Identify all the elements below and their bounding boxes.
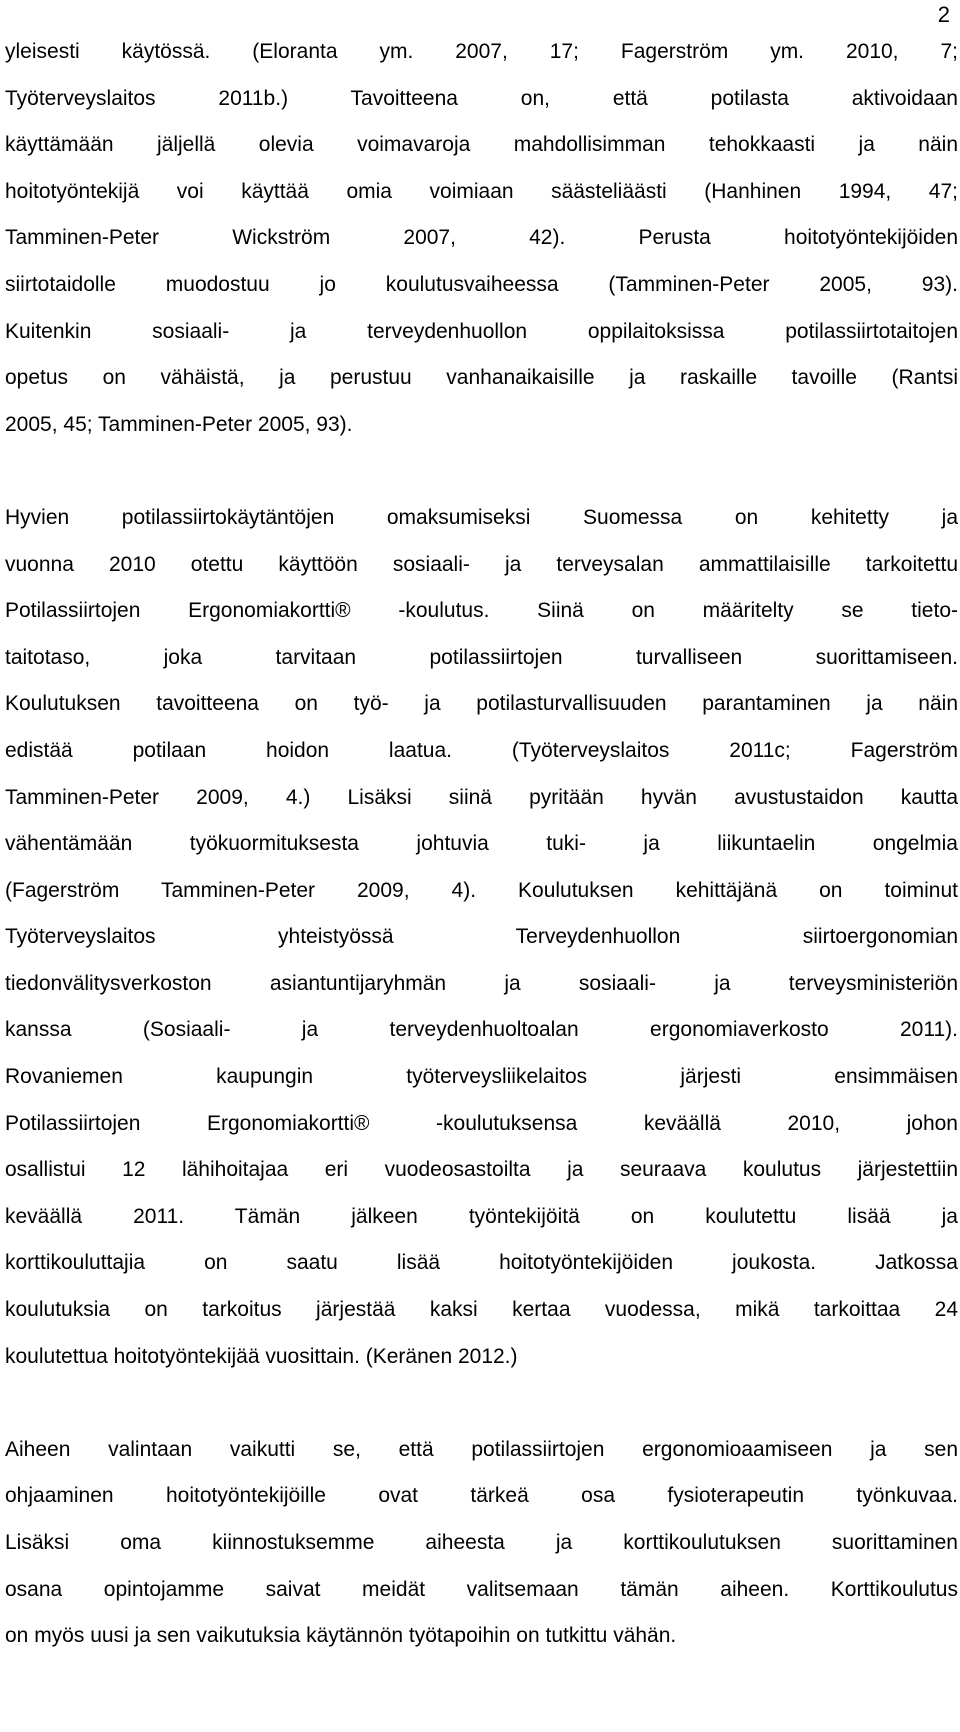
text-line: korttikouluttajia on saatu lisää hoitotyöntekijöiden joukosta. Jatkossa [5, 1251, 958, 1275]
text-line: Tamminen-Peter Wickström 2007, 42). Perusta hoitotyöntekijöiden [5, 226, 958, 250]
text-line: osallistui 12 lähihoitajaa eri vuodeosastoilta ja seuraava koulutus järjestettiin [5, 1158, 958, 1182]
page-number: 2 [937, 2, 950, 27]
text-line: Koulutuksen tavoitteena on työ- ja potilasturvallisuuden parantaminen ja näin [5, 692, 958, 716]
text-line: Aiheen valintaan vaikutti se, että potilassiirtojen ergonomioaamiseen ja sen [5, 1437, 958, 1461]
text-line: Hyvien potilassiirtokäytäntöjen omaksumiseksi Suomessa on kehitetty ja [5, 505, 958, 529]
text-line: Lisäksi oma kiinnostuksemme aiheesta ja korttikoulutuksen suorittaminen [5, 1531, 958, 1554]
text-line: hoitotyöntekijä voi käyttää omia voimiaan säästeliäästi (Hanhinen 1994, 47; [5, 179, 958, 203]
text-line: 2005, 45; Tamminen-Peter 2005, 93). [5, 412, 353, 436]
text-line: Potilassiirtojen Ergonomiakortti® -koulutuksensa keväällä 2010, johon [5, 1111, 958, 1135]
text-line: tiedonvälitysverkoston asiantuntijaryhmän ja sosiaali- ja terveysministeriön [5, 971, 958, 995]
text-line: kanssa (Sosiaali- ja terveydenhuoltoalan ergonomiaverkosto 2011). [5, 1018, 958, 1042]
text-line: Työterveyslaitos yhteistyössä Terveydenhuollon siirtoergonomian [5, 925, 958, 949]
text-line: taitotaso, joka tarvitaan potilassiirtojen turvalliseen suorittamiseen. [5, 645, 958, 669]
text-line: vähentämään työkuormituksesta johtuvia tuki- ja liikuntaelin ongelmia [5, 832, 958, 856]
text-line: osana opintojamme saivat meidät valitsemaan tämän aiheen. Korttikoulutus [5, 1577, 958, 1601]
text-line: Rovaniemen kaupungin työterveysliikelaitos järjesti ensimmäisen [5, 1065, 958, 1089]
text-line: opetus on vähäistä, ja perustuu vanhanaikaisille ja raskaille tavoille (Rantsi [5, 366, 958, 390]
paragraph-1 [5, 29, 958, 448]
paragraph-2 [5, 495, 958, 1380]
paragraph-spacer [5, 448, 958, 495]
text-line: (Fagerström Tamminen-Peter 2009, 4). Koulutuksen kehittäjänä on toiminut [5, 878, 958, 902]
text-line: käyttämään jäljellä olevia voimavaroja mahdollisimman tehokkaasti ja näin [5, 133, 958, 157]
text-line: vuonna 2010 otettu käyttöön sosiaali- ja terveysalan ammattilaisille tarkoitettu [5, 552, 958, 576]
text-line: yleisesti käytössä. (Eloranta ym. 2007, 17; Fagerström ym. 2010, 7; [5, 40, 958, 63]
text-line: edistää potilaan hoidon laatua. (Työterveyslaitos 2011c; Fagerström [5, 738, 958, 762]
paragraph-spacer [5, 1380, 958, 1427]
text-line: Kuitenkin sosiaali- ja terveydenhuollon oppilaitoksissa potilassiirtotaitojen [5, 319, 958, 343]
text-line: Potilassiirtojen Ergonomiakortti® -koulutus. Siinä on määritelty se tieto- [5, 599, 958, 623]
text-line: Tamminen-Peter 2009, 4.) Lisäksi siinä pyritään hyvän avustustaidon kautta [5, 785, 958, 809]
text-line: Työterveyslaitos 2011b.) Tavoitteena on, että potilasta aktivoidaan [5, 86, 958, 110]
text-line: ohjaaminen hoitotyöntekijöille ovat tärkeä osa fysioterapeutin työnkuvaa. [5, 1484, 958, 1508]
document-body [5, 29, 958, 1660]
text-line: on myös uusi ja sen vaikutuksia käytännön työtapoihin on tutkittu vähän. [5, 1624, 677, 1648]
paragraph-3 [5, 1427, 958, 1660]
text-line: koulutettua hoitotyöntekijää vuosittain. (Keränen 2012.) [5, 1344, 518, 1368]
text-line: siirtotaidolle muodostuu jo koulutusvaiheessa (Tamminen-Peter 2005, 93). [5, 272, 958, 296]
text-line: keväällä 2011. Tämän jälkeen työntekijöitä on koulutettu lisää ja [5, 1204, 958, 1228]
text-line: koulutuksia on tarkoitus järjestää kaksi kertaa vuodessa, mikä tarkoittaa 24 [5, 1298, 958, 1322]
